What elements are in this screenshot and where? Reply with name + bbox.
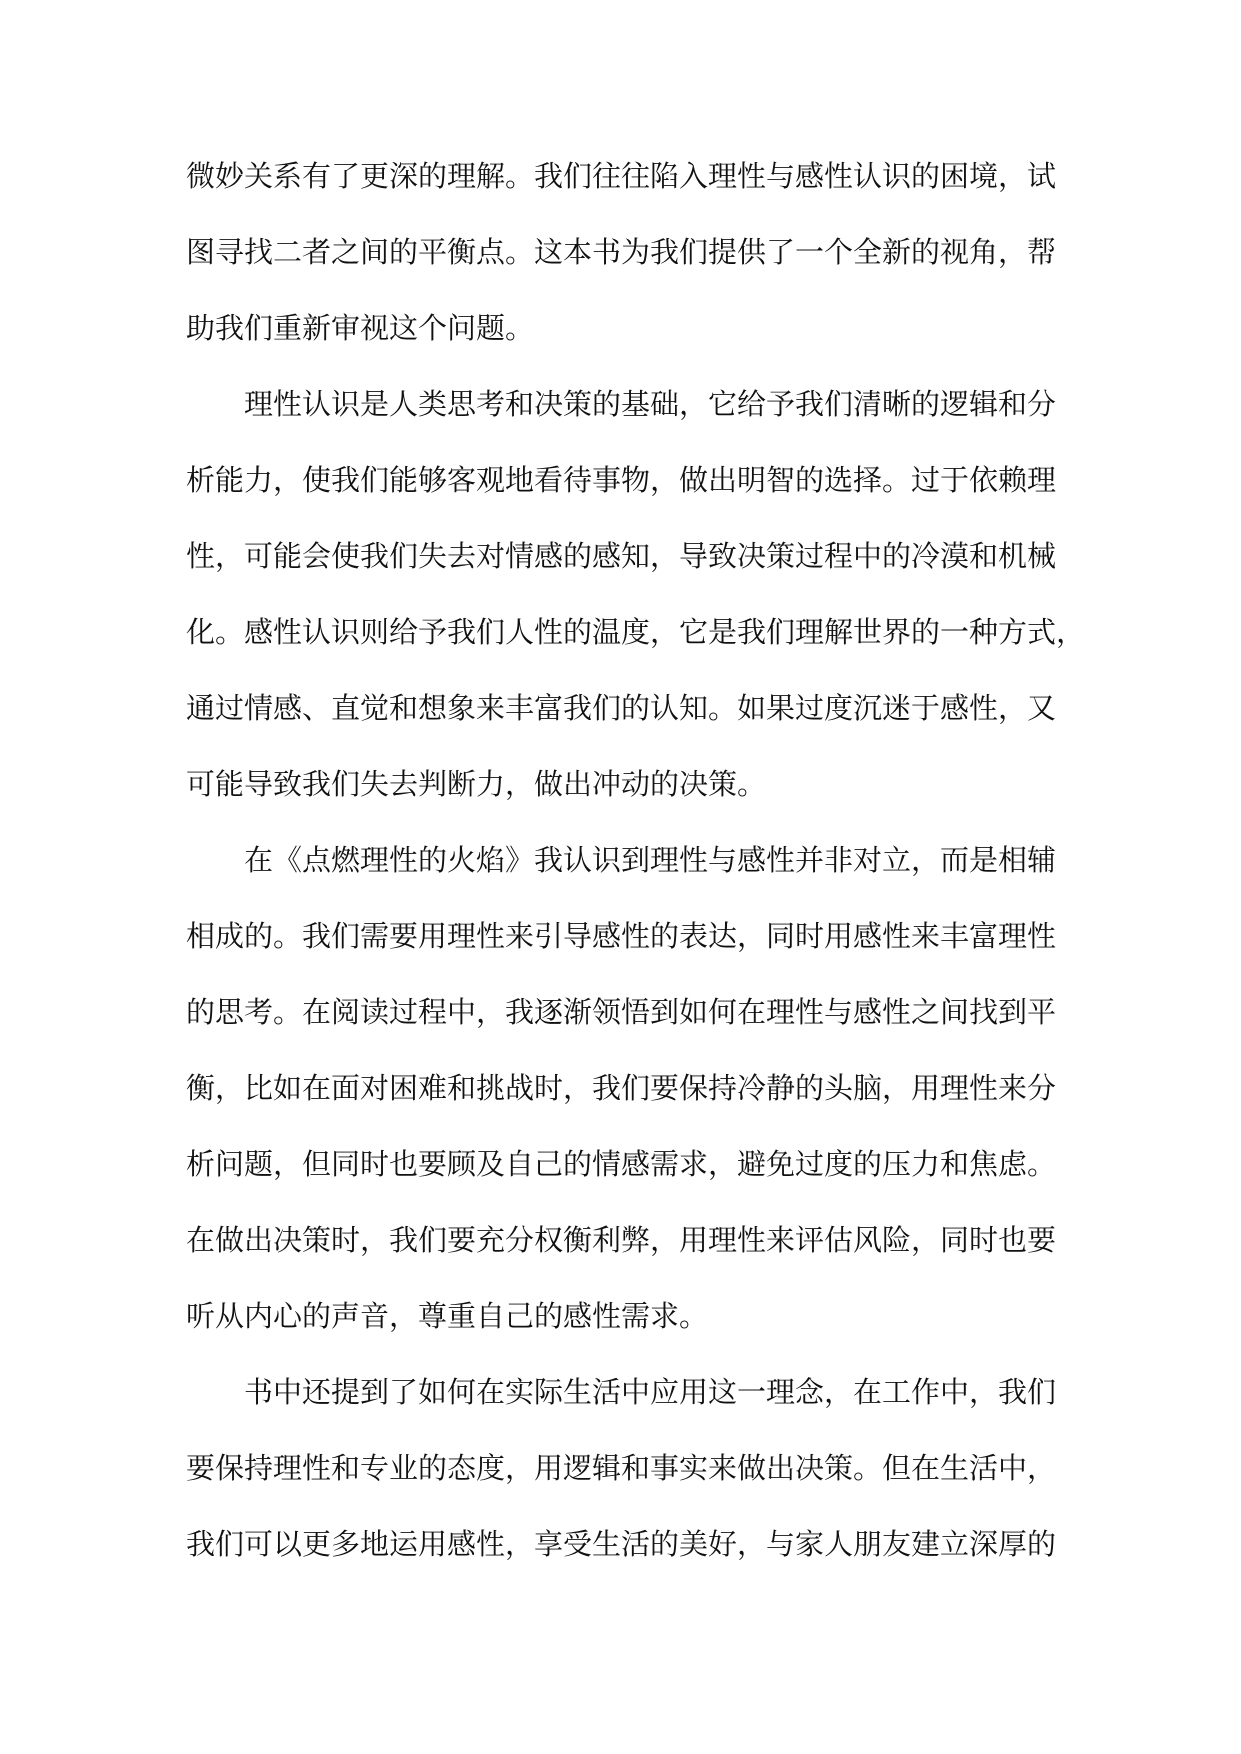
document-body [186, 152, 1086, 1596]
paragraph-first-line: 书中还提到了如何在实际生活中应用这一理念，在工作中，我们 [244, 1375, 1057, 1409]
paragraph-first-line: 理性认识是人类思考和决策的基础，它给予我们清晰的逻辑和分 [244, 387, 1057, 421]
text-line: 助我们重新审视这个问题。 [186, 311, 535, 345]
text-line: 性，可能会使我们失去对情感的感知，导致决策过程中的冷漠和机械 [186, 539, 1057, 573]
text-line: 通过情感、直觉和想象来丰富我们的认知。如果过度沉迷于感性，又 [186, 691, 1057, 725]
text-line: 化。感性认识则给予我们人性的温度，它是我们理解世界的一种方式， [186, 615, 1086, 649]
text-line: 析问题，但同时也要顾及自己的情感需求，避免过度的压力和焦虑。 [186, 1147, 1057, 1181]
text-line: 相成的。我们需要用理性来引导感性的表达，同时用感性来丰富理性 [186, 919, 1057, 953]
text-line: 我们可以更多地运用感性，享受生活的美好，与家人朋友建立深厚的 [186, 1527, 1057, 1561]
paragraph-first-line: 在《点燃理性的火焰》我认识到理性与感性并非对立，而是相辅 [244, 843, 1057, 877]
text-line: 图寻找二者之间的平衡点。这本书为我们提供了一个全新的视角，帮 [186, 235, 1057, 269]
text-line: 在做出决策时，我们要充分权衡利弊，用理性来评估风险，同时也要 [186, 1223, 1057, 1257]
text-line: 可能导致我们失去判断力，做出冲动的决策。 [186, 767, 767, 801]
text-line: 衡，比如在面对困难和挑战时，我们要保持冷静的头脑，用理性来分 [186, 1071, 1057, 1105]
text-line: 听从内心的声音，尊重自己的感性需求。 [186, 1299, 709, 1333]
text-line: 析能力，使我们能够客观地看待事物，做出明智的选择。过于依赖理 [186, 463, 1057, 497]
text-line: 微妙关系有了更深的理解。我们往往陷入理性与感性认识的困境，试 [186, 159, 1057, 193]
text-line: 的思考。在阅读过程中，我逐渐领悟到如何在理性与感性之间找到平 [186, 995, 1057, 1029]
text-line: 要保持理性和专业的态度，用逻辑和事实来做出决策。但在生活中， [186, 1451, 1057, 1485]
